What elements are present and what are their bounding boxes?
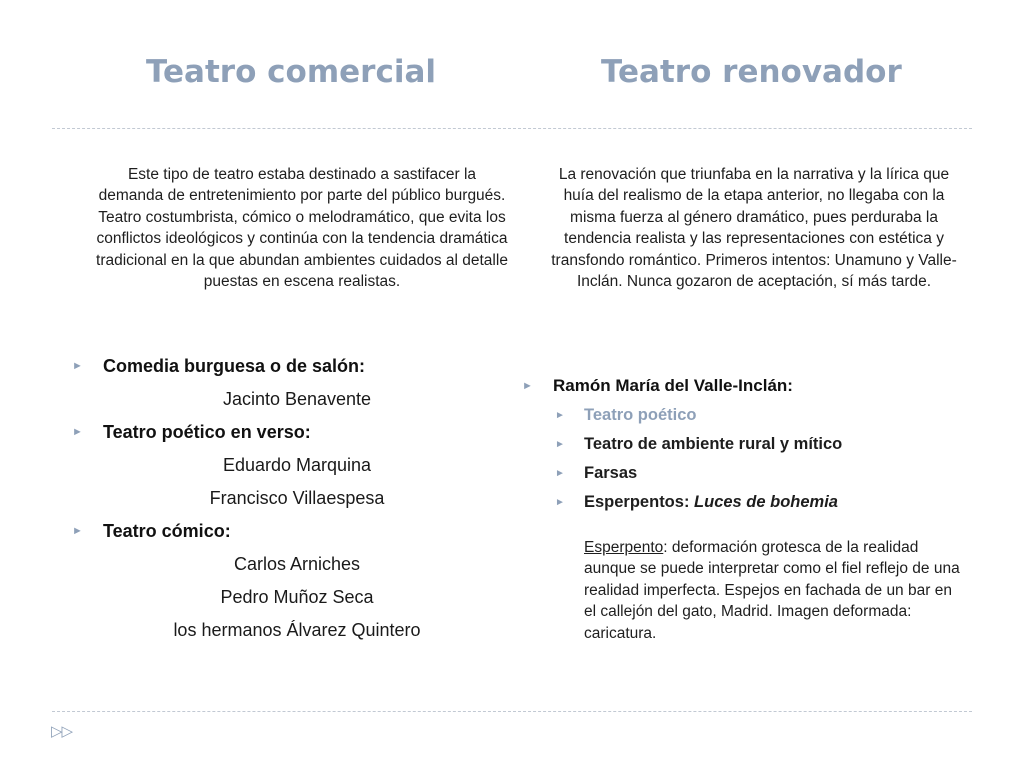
subitem-label: Teatro poético (584, 406, 697, 424)
subitem-teatro-poetico (522, 401, 972, 430)
bottom-divider (52, 711, 972, 712)
subitem-farsas (522, 459, 972, 488)
title-teatro-renovador: Teatro renovador (601, 54, 902, 90)
bullet-teatro-comico (72, 515, 512, 548)
double-arrow-icon[interactable]: ▷▷ (51, 723, 73, 740)
esperpento-text: : deformación grotesca de la realidad aunque se puede interpretar como el fiel reflejo de una realidad imperfecta. Espejos en fachada de un bar en el callejón del gato, Madrid. Imagen deformada: caricatura. (584, 539, 960, 642)
esperpento-definition (584, 537, 962, 644)
comercial-list (72, 350, 512, 647)
subitem-esperpentos (522, 488, 972, 517)
bullet-arrow-icon: ► (72, 426, 83, 438)
bullet-arrow-icon: ► (72, 360, 83, 372)
bullet-heading: Teatro cómico: (103, 521, 231, 541)
author-name: Pedro Muñoz Seca (220, 587, 374, 607)
bullet-heading: Ramón María del Valle-Inclán: (553, 376, 793, 395)
subitem-label: Farsas (584, 464, 638, 482)
bullet-heading: Comedia burguesa o de salón: (103, 356, 366, 376)
sub-bullet-arrow-icon: ► (555, 439, 565, 450)
bullet-teatro-poetico (72, 416, 512, 449)
title-teatro-comercial: Teatro comercial (146, 54, 437, 90)
renovador-description: La renovación que triunfaba en la narrativa y la lírica que huía del realismo de la etapa anterior, no llegaba con la misma fuerza al género dramático, pues perduraba la tendencia realista y las representaciones con estética y transfondo romántico. Primeros intentos: Unamuno y Valle-Inclán. Nunca gozaron de aceptación, sí más tarde. (551, 166, 957, 291)
luces-de-bohemia-title: Luces de bohemia (694, 493, 838, 511)
esperpento-term: Esperpento (584, 539, 664, 556)
sub-bullet-arrow-icon: ► (555, 468, 565, 479)
sub-bullet-arrow-icon: ► (555, 497, 565, 508)
author-name: Carlos Arniches (233, 554, 361, 574)
subitem-label: Teatro de ambiente rural y mítico (584, 435, 843, 453)
top-divider (52, 128, 972, 129)
subitem-label (584, 493, 838, 511)
bullet-comedia-burguesa (72, 350, 512, 383)
author-name: Francisco Villaespesa (209, 488, 385, 508)
author-name: Jacinto Benavente (222, 389, 372, 409)
author-name: los hermanos Álvarez Quintero (173, 620, 421, 640)
valle-inclan-sublist (522, 401, 972, 517)
bullet-heading: Teatro poético en verso: (103, 422, 311, 442)
bullet-arrow-icon: ► (72, 525, 83, 537)
renovador-list (522, 373, 972, 644)
bullet-valle-inclan (522, 373, 972, 399)
sub-bullet-arrow-icon: ► (555, 410, 565, 421)
author-name: Eduardo Marquina (222, 455, 372, 475)
esperpentos-label: Esperpentos: (584, 493, 695, 511)
comercial-description: Este tipo de teatro estaba destinado a sastifacer la demanda de entretenimiento por parte del público burgués. Teatro costumbrista, cómico o melodramático, que evita los conflictos ideológicos y continúa con la tendencia dramática tradicional en la que abundan ambientes cuidados al detalle puestas en escena realistas. (96, 166, 508, 291)
bullet-arrow-icon: ► (522, 380, 533, 392)
subitem-ambiente-rural (522, 430, 972, 459)
